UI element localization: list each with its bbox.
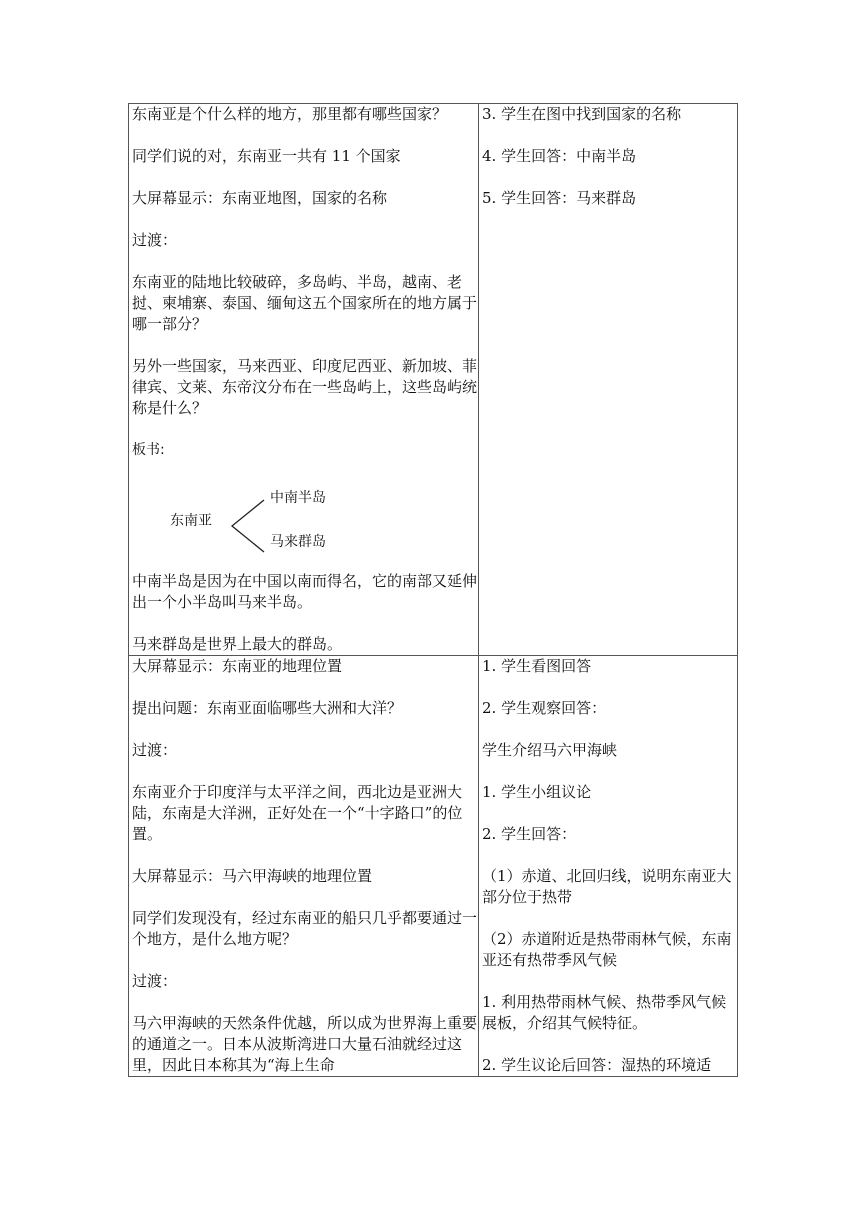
student-activity-cell (479, 656, 738, 1077)
paragraph: 同学们说的对，东南亚一共有 11 个国家 (132, 147, 401, 165)
paragraph: 2. 学生议论后回答：湿热的环境适 (482, 1056, 712, 1074)
paragraph: 大屏幕显示：东南亚的地理位置 (132, 657, 343, 675)
diagram-branch-1: 中南半岛 (270, 490, 326, 506)
paragraph: 大屏幕显示：马六甲海峡的地理位置 (132, 867, 373, 885)
paragraph: 5. 学生回答：马来群岛 (482, 189, 637, 207)
paragraph: 另外一些国家，马来西亚、印度尼西亚、新加坡、菲律宾、文莱、东帝汶分布在一些岛屿上，这些岛屿统称是什么？ (132, 357, 478, 417)
teacher-activity-cell (129, 656, 479, 1077)
paragraph: 马六甲海峡的天然条件优越，所以成为世界海上重要的通道之一。日本从波斯湾进口大量石油就经过这里，因此日本称其为“海上生命 (132, 1014, 478, 1074)
paragraph: 1. 利用热带雨林气候、热带季风气候展板，介绍其气候特征。 (482, 993, 727, 1032)
paragraph: 中南半岛是因为在中国以南而得名，它的南部又延伸出一个小半岛叫马来半岛。 (132, 572, 478, 611)
paragraph: 1. 学生小组议论 (482, 783, 592, 801)
paragraph: 东南亚的陆地比较破碎，多岛屿、半岛，越南、老挝、柬埔寨、泰国、缅甸这五个国家所在的地方属于哪一部分？ (132, 273, 478, 333)
table-row (129, 104, 738, 656)
paragraph: 马来群岛是世界上最大的群岛。 (132, 635, 343, 653)
student-activity-cell (479, 104, 738, 656)
bracket-lines (228, 498, 268, 554)
paragraph: 同学们发现没有，经过东南亚的船只几乎都要通过一个地方，是什么地方呢？ (132, 909, 478, 948)
paragraph: 提出问题：东南亚面临哪些大洲和大洋？ (132, 699, 403, 717)
paragraph: 大屏幕显示：东南亚地图，国家的名称 (132, 189, 388, 207)
diagram-root: 东南亚 (170, 513, 212, 529)
paragraph: 过渡： (132, 972, 178, 990)
paragraph: （1）赤道、北回归线，说明东南亚大部分位于热带 (482, 867, 732, 906)
paragraph: 过渡： (132, 231, 178, 249)
paragraph: 1. 学生看图回答 (482, 657, 592, 675)
paragraph: 过渡： (132, 741, 178, 759)
board-label: 板书: (132, 442, 165, 458)
lesson-plan-table (128, 103, 738, 1077)
paragraph: 东南亚介于印度洋与太平洋之间，西北边是亚洲大陆，东南是大洋洲，正好处在一个“十字路口”的位置。 (132, 783, 463, 843)
paragraph: 学生介绍马六甲海峡 (482, 741, 618, 759)
diagram-branch-2: 马来群岛 (270, 534, 326, 550)
paragraph: 3. 学生在图中找到国家的名称 (482, 105, 682, 123)
paragraph: （2）赤道附近是热带雨林气候，东南亚还有热带季风气候 (482, 930, 732, 969)
paragraph: 东南亚是个什么样的地方，那里都有哪些国家？ (132, 105, 448, 123)
paragraph: 2. 学生回答： (482, 825, 577, 843)
teacher-activity-cell (129, 104, 479, 656)
paragraph: 2. 学生观察回答： (482, 699, 607, 717)
board-diagram (132, 481, 478, 571)
paragraph: 4. 学生回答：中南半岛 (482, 147, 637, 165)
table-row (129, 656, 738, 1077)
